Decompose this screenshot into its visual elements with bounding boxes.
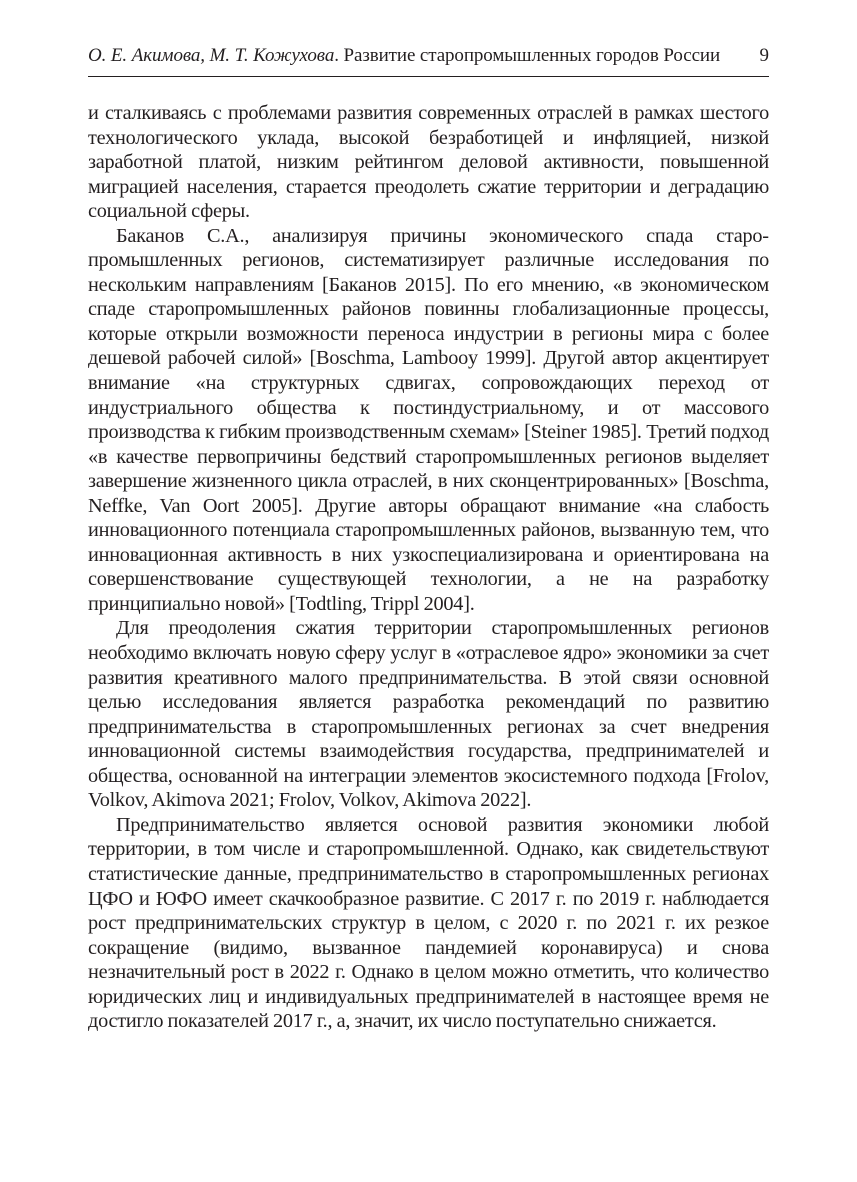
paragraph-bakanov: Баканов С.А., анализируя причины экономического спада старопромышленных регионов, систематизирует различные исследования по нескольким направлениям [Баканов 2015]. По его мнению, «в экономическом спаде старопромышленных районов повинны глобализационные процессы, которые открыли возможности переноса индустрии в регионы мира с более дешевой рабочей силой» [Boschma, Lambooy 1999]. Другой автор акцентирует внимание «на структурных сдвигах, сопровождающих переход от индустриального общества к постиндустриальному, и от массового производства к гибким производственным схемам» [Steiner 1985]. Третий подход «в качестве первопричины бедствий старопромышленных регионов выделяет завершение жизненного цикла отраслей, в них сконцентрированных» [Boschma, Neffke, Van Oort 2005]. Другие авторы обращают внимание «на слабость инновационного потенциала старопромышленных районов, вызванную тем, что инновационная активность в них узкоспециализирована и ориентирована на совершенствование существующей технологии, а не на разработку принципиально новой» [Todtling, Trippl 2004]. — [88, 224, 769, 615]
paragraph-continuation: и сталкиваясь с проблемами развития современных отраслей в рамках шестого технологического уклада, высокой безработицей и инфляцией, низкой заработной платой, низким рейтингом деловой активности, повышенной миграцией населения, старается преодолеть сжатие территории и деградацию социальной сферы. — [88, 102, 769, 223]
running-header-citation — [88, 44, 720, 68]
header-title: Развитие старопромышленных городов России — [343, 45, 721, 66]
header-authors: О. Е. Акимова, М. Т. Кожухова — [88, 45, 335, 66]
header-separator: . — [334, 45, 344, 66]
body-text — [88, 101, 769, 1034]
document-page — [88, 44, 769, 1034]
page-number: 9 — [759, 45, 769, 66]
header-divider — [88, 76, 769, 77]
paragraph-service-sector: Для преодоления сжатия территории старопромышленных регионов необходимо включать новую сферу услуг в «отраслевое ядро» экономики за счет развития креативного малого предпринимательства. В этой связи основной целью исследования является разработка рекомендаций по развитию предпринимательства в старопромышленных регионах за счет внедрения инновационной системы взаимодействия государства, предпринимателей и общества, основанной на интеграции элементов экосистемного подхода [Frolov, Volkov, Akimova 2021; Frolov, Volkov, Akimova 2022]. — [88, 617, 769, 812]
running-header — [88, 44, 769, 70]
paragraph-entrepreneurship: Предпринимательство является основой развития экономики любой территории, в том числе и старопромышленной. Однако, как свидетельствуют статистические данные, предпринимательство в старопромышленных регионах ЦФО и ЮФО имеет скачкообразное развитие. С 2017 г. по 2019 г. наблюдается рост предпринимательских структур в целом, с 2020 г. по 2021 г. их резкое сокращение (видимо, вызванное пандемией коронавируса) и снова незначительный рост в 2022 г. Однако в целом можно отметить, что количество юридических лиц и индивидуальных предпринимателей в настоящее время не достигло показателей 2017 г., а, значит, их число поступательно снижается. — [88, 813, 769, 1033]
